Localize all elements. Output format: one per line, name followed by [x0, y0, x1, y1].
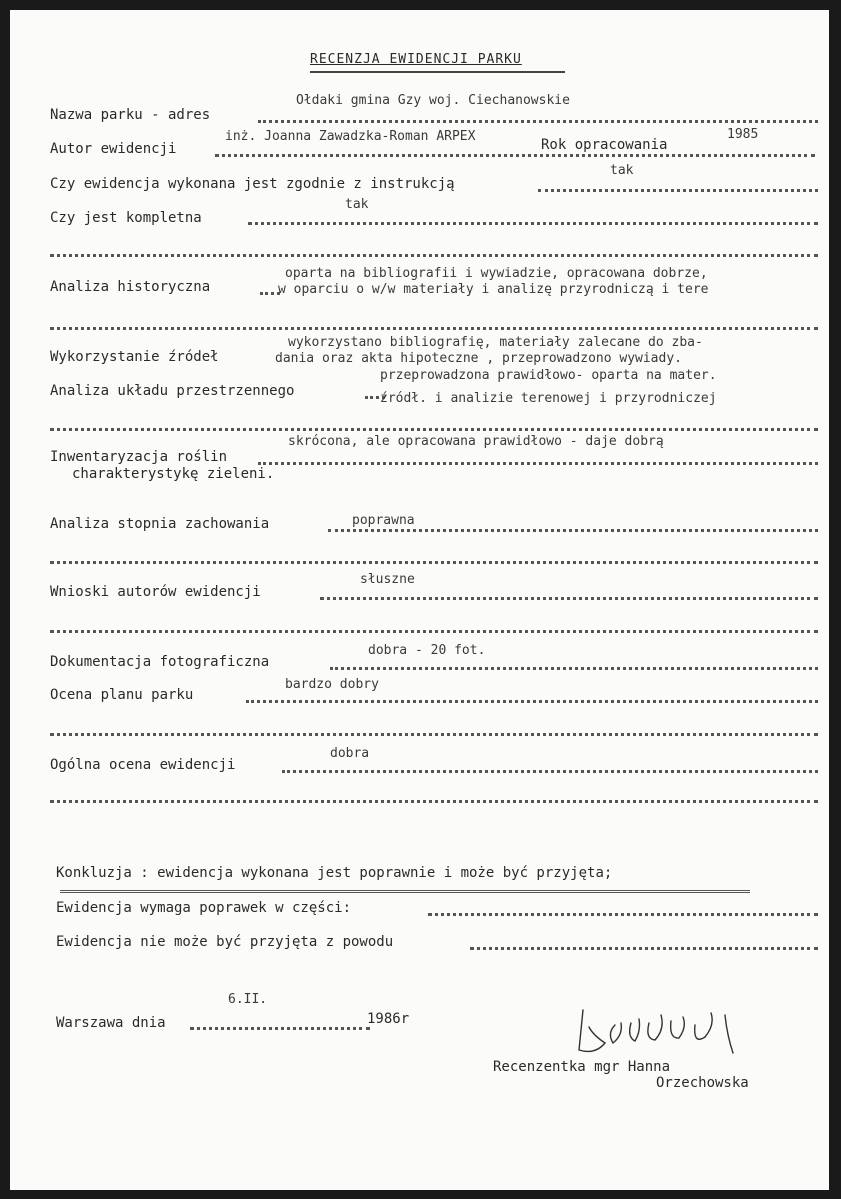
value-wykorzystanie-zrodel-1: wykorzystano bibliografię, materiały zalecane do zba-	[288, 335, 703, 350]
dotted-line	[330, 667, 818, 670]
handwritten-signature	[575, 1005, 745, 1065]
dotted-line	[50, 630, 818, 633]
label-inwentaryzacja-roslin: Inwentaryzacja roślin	[50, 449, 228, 465]
value-date-day: 6.II.	[228, 992, 268, 1007]
dotted-line	[50, 733, 818, 736]
reviewer-line-1: Recenzentka mgr Hanna	[493, 1059, 671, 1075]
dotted-line	[215, 154, 815, 157]
label-ocena-planu: Ocena planu parku	[50, 687, 194, 703]
label-analiza-historyczna: Analiza historyczna	[50, 279, 211, 295]
reviewer-line-2: Orzechowska	[656, 1075, 749, 1091]
value-analiza-historyczna-1: oparta na bibliografii i wywiadzie, opracowana dobrze,	[285, 266, 708, 281]
dotted-line	[246, 700, 818, 703]
value-inwentaryzacja-roslin-2: charakterystykę zieleni.	[72, 466, 275, 482]
label-kompletna: Czy jest kompletna	[50, 210, 202, 226]
label-wykorzystanie-zrodel: Wykorzystanie źródeł	[50, 349, 219, 365]
dotted-line	[258, 120, 818, 123]
value-ocena-planu: bardzo dobry	[285, 677, 379, 692]
dotted-line	[538, 189, 818, 192]
dotted-line	[190, 1027, 370, 1030]
dotted-line	[260, 292, 280, 295]
title-underline	[310, 71, 565, 73]
value-analiza-ukladu-1: przeprowadzona prawidłowo- oparta na mater.	[380, 368, 717, 383]
label-warszawa-dnia: Warszawa dnia	[56, 1015, 166, 1031]
value-wnioski: słuszne	[360, 572, 415, 587]
value-analiza-zachowania: poprawna	[352, 513, 415, 528]
value-autor: inż. Joanna Zawadzka-Roman ARPEX	[225, 129, 476, 144]
dotted-line	[470, 947, 818, 950]
label-autor: Autor ewidencji	[50, 141, 177, 157]
dotted-line	[50, 428, 818, 431]
value-dokumentacja-fotograficzna: dobra - 20 fot.	[368, 643, 486, 658]
value-inwentaryzacja-roslin-1: skrócona, ale opracowana prawidłowo - daje dobrą	[288, 434, 664, 449]
value-kompletna: tak	[345, 197, 369, 212]
label-analiza-ukladu: Analiza układu przestrzennego	[50, 383, 295, 399]
dotted-line	[50, 800, 818, 803]
value-rok-opracowania: 1985	[727, 127, 759, 142]
value-zgodnie-z-instrukcja: tak	[610, 163, 634, 178]
value-ogolna-ocena: dobra	[330, 746, 370, 761]
document-page	[10, 10, 829, 1190]
document-title: RECENZJA EWIDENCJI PARKU	[310, 52, 522, 67]
dotted-line	[50, 561, 818, 564]
value-analiza-ukladu-2: źródł. i analizie terenowej i przyrodniczej	[380, 391, 717, 406]
double-rule	[60, 890, 750, 893]
value-date-year: 1986r	[367, 1011, 410, 1027]
value-nazwa-parku: Ołdaki gmina Gzy woj. Ciechanowskie	[296, 93, 570, 108]
label-dokumentacja-fotograficzna: Dokumentacja fotograficzna	[50, 654, 270, 670]
dotted-line	[320, 597, 818, 600]
konkluzja-text: Konkluzja : ewidencja wykonana jest poprawnie i może być przyjęta;	[56, 865, 613, 881]
label-wnioski: Wnioski autorów ewidencji	[50, 584, 261, 600]
dotted-line	[258, 462, 818, 465]
label-rok-opracowania: Rok opracowania	[541, 137, 668, 153]
dotted-line	[248, 222, 818, 225]
dotted-line	[50, 327, 818, 330]
dotted-line	[282, 770, 818, 773]
value-analiza-historyczna-2: w oparciu o w/w materiały i analizę przyrodniczą i tere	[278, 282, 709, 297]
label-ogolna-ocena: Ogólna ocena ewidencji	[50, 757, 236, 773]
dotted-line	[50, 254, 818, 257]
label-nazwa-parku: Nazwa parku - adres	[50, 107, 211, 123]
label-wymaga-poprawek: Ewidencja wymaga poprawek w części:	[56, 900, 352, 916]
dotted-line	[428, 913, 818, 916]
dotted-line	[328, 529, 818, 532]
label-zgodnie-z-instrukcja: Czy ewidencja wykonana jest zgodnie z instrukcją	[50, 176, 455, 192]
label-analiza-zachowania: Analiza stopnia zachowania	[50, 516, 270, 532]
value-wykorzystanie-zrodel-2: dania oraz akta hipoteczne , przeprowadzono wywiady.	[275, 351, 682, 366]
label-nie-moze-byc-przyjeta: Ewidencja nie może być przyjęta z powodu	[56, 934, 394, 950]
